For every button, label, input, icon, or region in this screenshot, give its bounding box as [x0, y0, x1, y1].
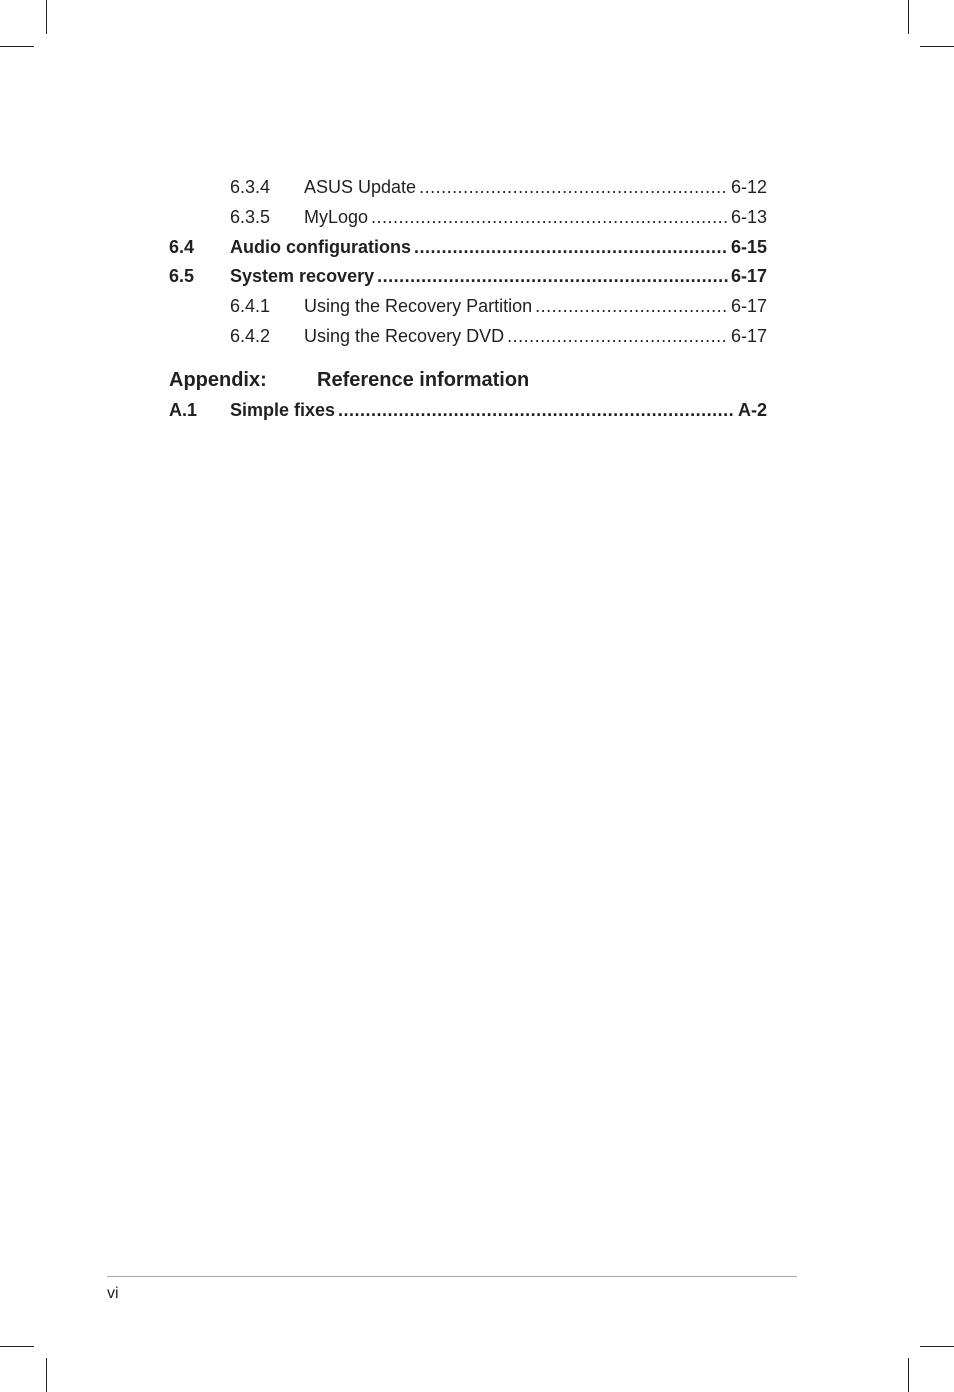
toc-entry-number: 6.5 — [169, 266, 195, 286]
appendix-heading — [169, 368, 767, 392]
footer-divider — [107, 1276, 797, 1277]
toc-entry-page: 6-17 — [730, 326, 767, 346]
toc-entry-title: MyLogo — [304, 207, 369, 227]
toc-entry-page: 6-12 — [730, 177, 767, 197]
toc-entry-number: 6.3.5 — [230, 207, 271, 227]
appendix-label: Appendix: — [169, 369, 267, 391]
toc-entry-page: A-2 — [737, 400, 767, 420]
toc-entry-a-1[interactable] — [169, 399, 767, 421]
toc-entry-number: 6.4 — [169, 237, 195, 257]
toc-entry-page: 6-15 — [730, 237, 767, 257]
toc-entry-title: Simple fixes — [230, 400, 336, 420]
toc-entry-6-5[interactable] — [169, 265, 767, 287]
toc-entry-6-4-1[interactable] — [169, 295, 767, 317]
toc-entry-6-3-5[interactable] — [169, 206, 767, 228]
dot-leader — [371, 206, 728, 228]
dot-leader — [535, 295, 728, 317]
dot-leader — [338, 399, 735, 421]
dot-leader — [507, 325, 728, 347]
dot-leader — [377, 265, 728, 287]
crop-mark — [46, 1358, 47, 1392]
dot-leader — [419, 176, 728, 198]
crop-mark — [920, 46, 954, 47]
crop-mark — [920, 1346, 954, 1347]
toc-entry-number: 6.4.2 — [230, 326, 271, 346]
toc-entry-title: ASUS Update — [304, 177, 417, 197]
toc-entry-number: 6.4.1 — [230, 296, 271, 316]
dot-leader — [414, 236, 728, 258]
toc-entry-6-3-4[interactable] — [169, 176, 767, 198]
toc-entry-number: 6.3.4 — [230, 177, 271, 197]
crop-mark — [908, 1358, 909, 1392]
appendix-title: Reference information — [317, 369, 530, 391]
toc-entry-title: Audio configurations — [230, 237, 411, 257]
crop-mark — [0, 1346, 34, 1347]
footer-page-number: vi — [107, 1285, 119, 1302]
crop-mark — [0, 46, 34, 47]
crop-mark — [908, 0, 909, 34]
toc-entry-6-4-2[interactable] — [169, 325, 767, 347]
toc-entry-title: System recovery — [230, 266, 375, 286]
toc-entry-page: 6-17 — [730, 266, 767, 286]
toc-entry-number: A.1 — [169, 400, 198, 420]
toc-entry-6-4[interactable] — [169, 236, 767, 258]
toc-entry-page: 6-17 — [730, 296, 767, 316]
toc-entry-page: 6-13 — [730, 207, 767, 227]
crop-mark — [46, 0, 47, 34]
toc-entry-title: Using the Recovery Partition — [304, 296, 533, 316]
toc-entry-title: Using the Recovery DVD — [304, 326, 505, 346]
